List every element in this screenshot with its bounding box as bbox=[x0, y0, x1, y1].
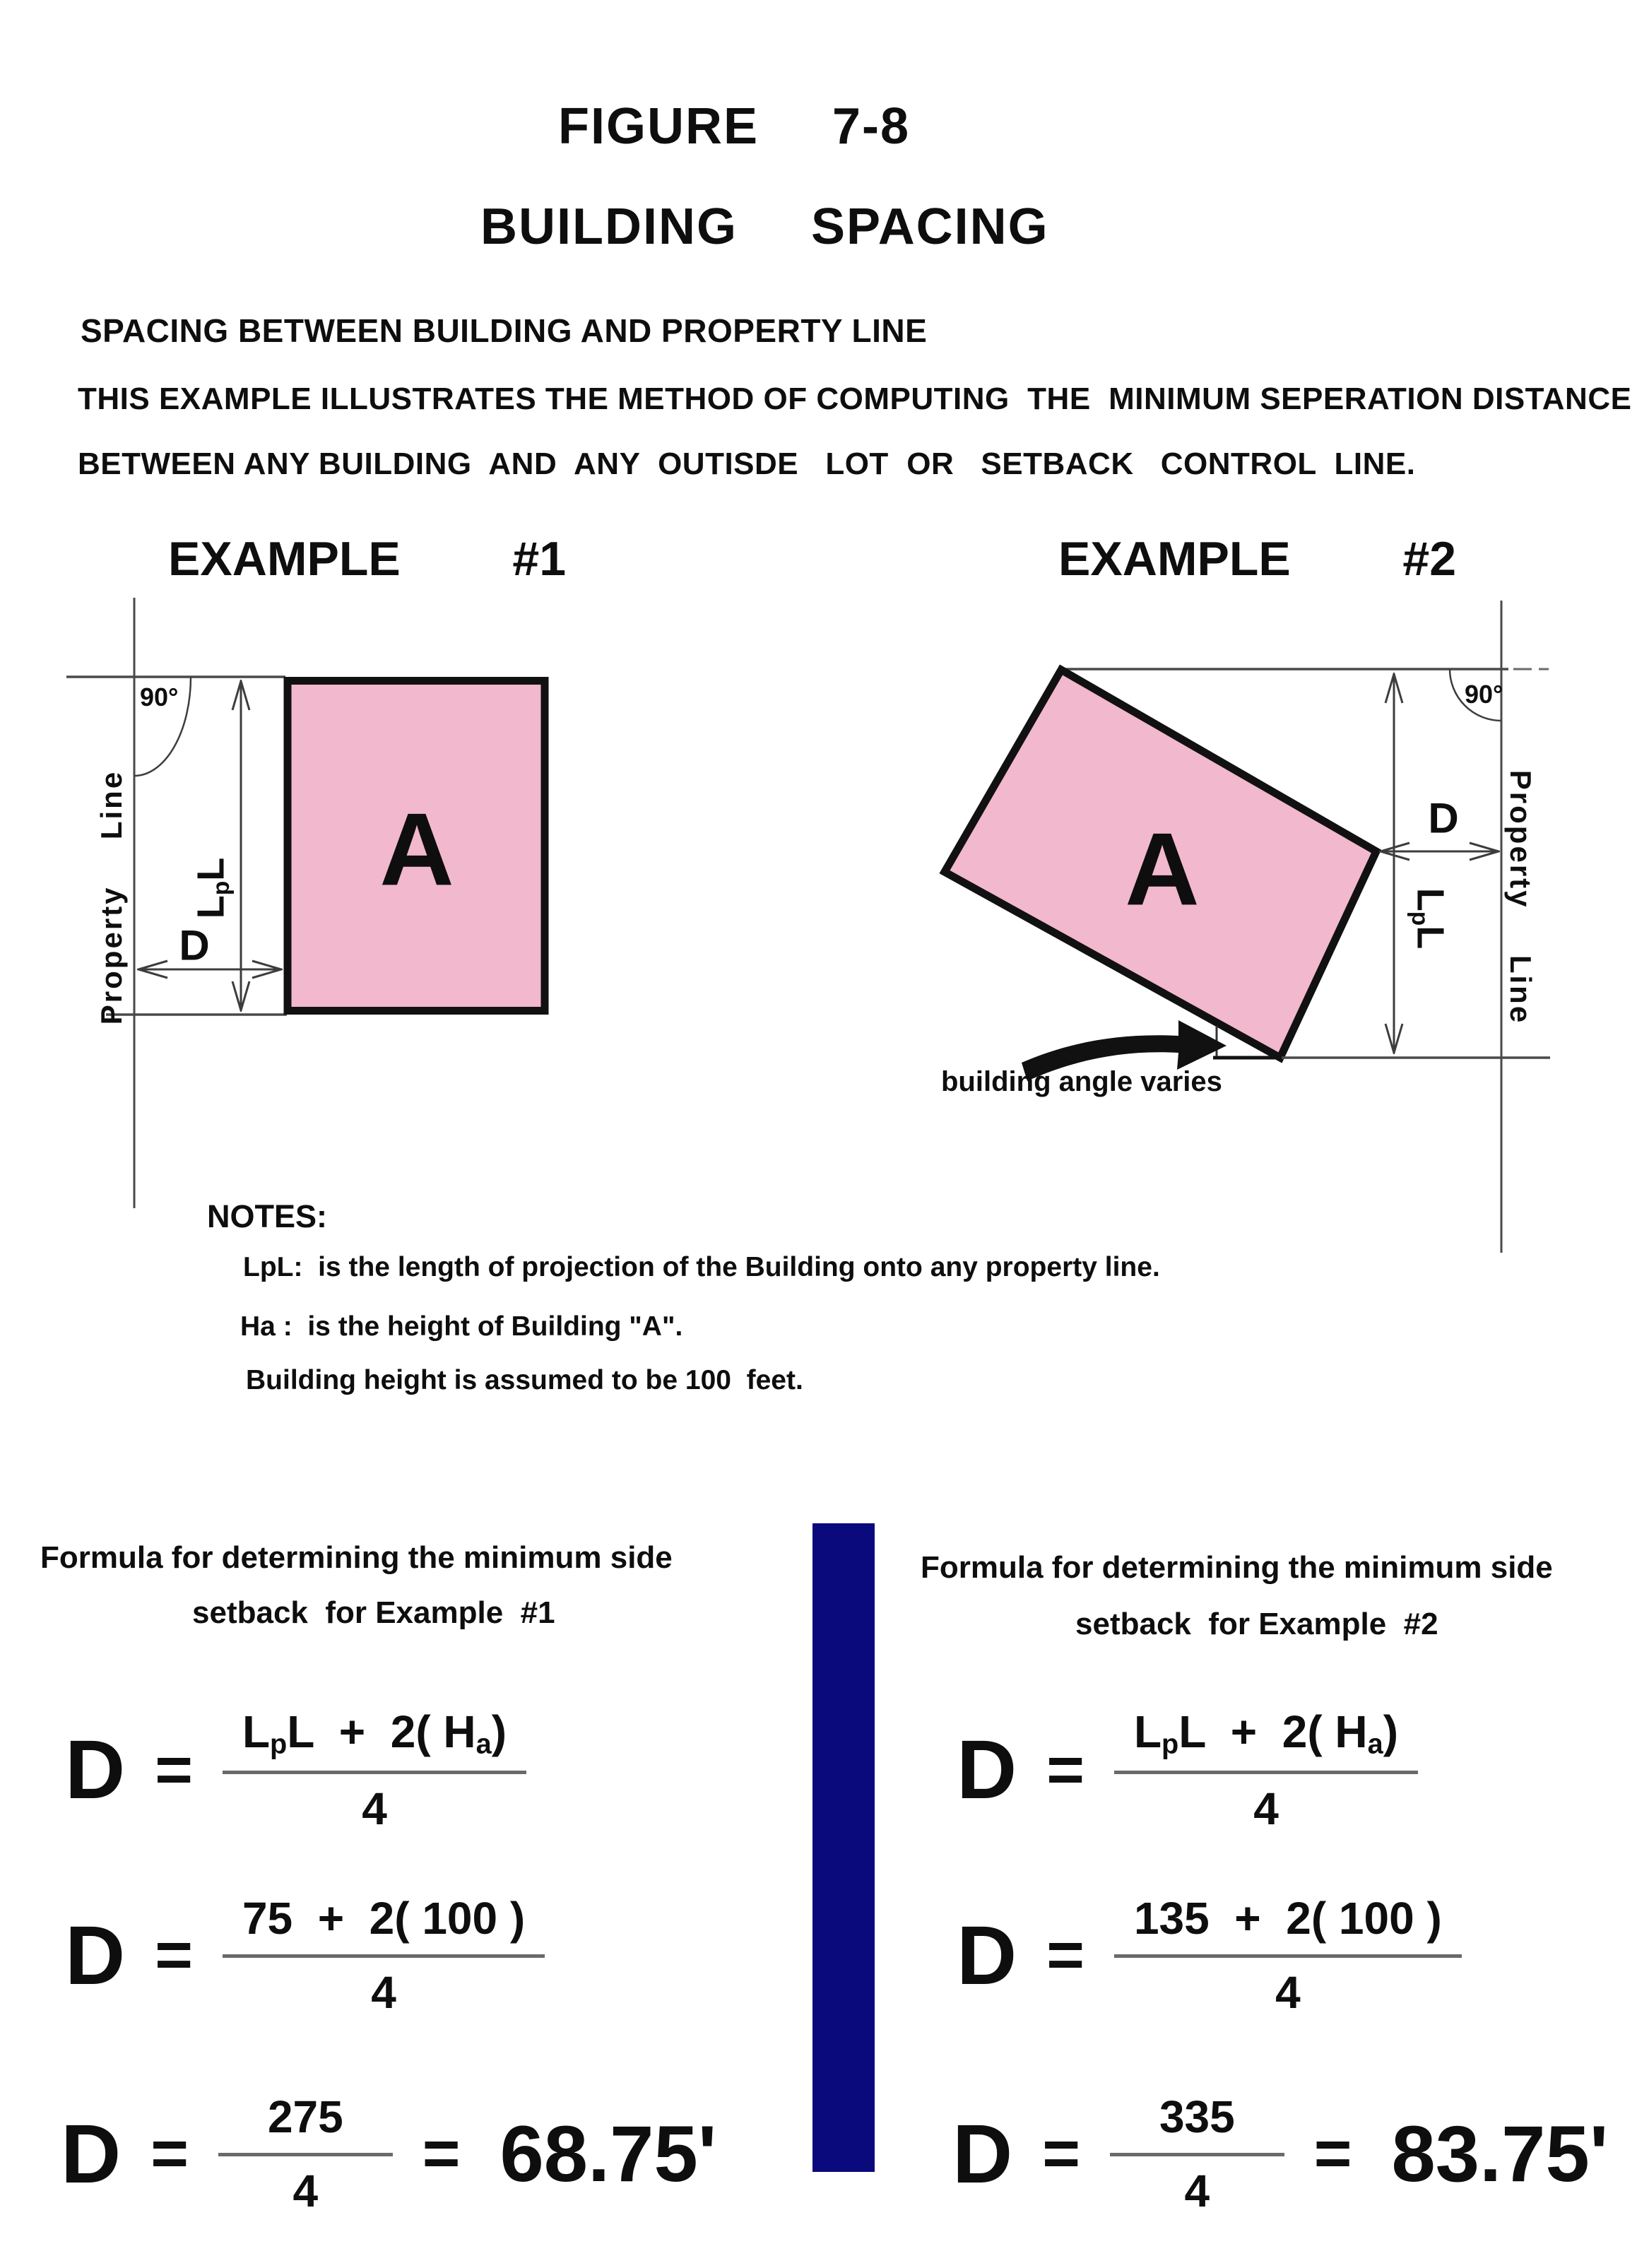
example1-lpl-label: $L_pL$ bbox=[189, 857, 235, 919]
formula-result: 68.75' bbox=[500, 2110, 717, 2198]
example2-angle-label: 90° bbox=[1465, 680, 1503, 709]
formula-lhs: D bbox=[65, 1908, 126, 2002]
fraction-numerator: $L_pL + 2$( $H_a$) bbox=[1114, 1706, 1418, 1774]
fraction-numerator: 75 + 2( 100 ) bbox=[223, 1892, 545, 1958]
description-line-2: BETWEEN ANY BUILDING AND ANY OUTISDE LOT OR SETBACK CONTROL LINE. bbox=[78, 447, 1416, 481]
formula-lhs: D bbox=[61, 2107, 122, 2201]
equals-sign: = bbox=[1042, 2118, 1080, 2190]
fraction bbox=[218, 2091, 393, 2217]
formula-lhs: D bbox=[952, 2107, 1013, 2201]
right-formula-header-line2: setback for Example #2 bbox=[1075, 1607, 1438, 1641]
note-item-ha: Ha : is the height of Building "A". bbox=[240, 1311, 683, 1342]
fraction-denominator: 4 bbox=[1275, 1967, 1301, 2018]
formula-lhs: D bbox=[957, 1723, 1017, 1817]
fraction-numerator: 275 bbox=[218, 2091, 393, 2156]
example1-heading: EXAMPLE #1 bbox=[168, 532, 567, 586]
fraction bbox=[1114, 1892, 1462, 2019]
column-divider-bar bbox=[812, 1523, 875, 2172]
equals-sign: = bbox=[155, 1919, 193, 1991]
right-formula-row-2 bbox=[957, 1892, 1462, 2019]
example2-heading: EXAMPLE #2 bbox=[1058, 532, 1457, 586]
formula-result: 83.75' bbox=[1391, 2110, 1609, 2198]
fraction bbox=[223, 1892, 545, 2019]
fraction-numerator: 135 + 2( 100 ) bbox=[1114, 1892, 1462, 1958]
example1-d-label: D bbox=[179, 921, 210, 969]
left-formula-header-line1: Formula for determining the minimum side bbox=[40, 1540, 673, 1575]
example2-lpl-label: $L_pL$ bbox=[1406, 887, 1452, 950]
fraction-denominator: 4 bbox=[292, 2166, 319, 2216]
equals-sign: = bbox=[1313, 2118, 1352, 2190]
example2-property-line-label: Property Line bbox=[1504, 769, 1538, 1025]
description-line-1: THIS EXAMPLE ILLUSTRATES THE METHOD OF COMPUTING THE MINIMUM SEPERATION DISTANCE bbox=[78, 382, 1632, 416]
figure-number-title: FIGURE 7-8 bbox=[558, 98, 911, 155]
example1-property-line-label: Property Line bbox=[94, 769, 128, 1025]
fraction-denominator: 4 bbox=[371, 1967, 396, 2018]
figure-name-title: BUILDING SPACING bbox=[480, 199, 1049, 255]
example2-d-label: D bbox=[1428, 794, 1459, 842]
right-formula-row-3 bbox=[952, 2091, 1608, 2217]
note-item-height: Building height is assumed to be 100 feet. bbox=[246, 1365, 803, 1395]
fraction bbox=[223, 1706, 526, 1835]
fraction bbox=[1110, 2091, 1284, 2217]
fraction-denominator: 4 bbox=[1253, 1783, 1279, 1834]
equals-sign: = bbox=[1046, 1733, 1084, 1806]
notes-heading: NOTES: bbox=[207, 1198, 328, 1234]
fraction-numerator: 335 bbox=[1110, 2091, 1284, 2156]
right-formula-row-1 bbox=[957, 1706, 1418, 1835]
example2-angle-varies-note: building angle varies bbox=[941, 1066, 1222, 1097]
equals-sign: = bbox=[150, 2118, 189, 2190]
fraction-denominator: 4 bbox=[1184, 2166, 1210, 2216]
example2-diagram bbox=[940, 593, 1649, 1357]
example2-building-label: A bbox=[1125, 811, 1200, 927]
formula-lhs: D bbox=[957, 1908, 1017, 2002]
equals-sign: = bbox=[155, 1733, 193, 1806]
left-formula-row-3 bbox=[61, 2091, 716, 2217]
example1-angle-label: 90° bbox=[140, 683, 179, 711]
fraction-numerator: $L_pL + 2$( $H_a$) bbox=[223, 1706, 526, 1774]
formula-lhs: D bbox=[65, 1723, 126, 1817]
note-item-lpl: LpL: is the length of projection of the Building onto any property line. bbox=[243, 1252, 1160, 1282]
left-formula-header-line2: setback for Example #1 bbox=[192, 1595, 555, 1630]
equals-sign: = bbox=[422, 2118, 461, 2190]
fraction-denominator: 4 bbox=[362, 1783, 387, 1834]
fraction bbox=[1114, 1706, 1418, 1835]
left-formula-row-1 bbox=[65, 1706, 526, 1835]
equals-sign: = bbox=[1046, 1919, 1084, 1991]
example1-building-label: A bbox=[379, 791, 454, 907]
section-title: SPACING BETWEEN BUILDING AND PROPERTY LINE bbox=[81, 312, 928, 349]
left-formula-row-2 bbox=[65, 1892, 545, 2019]
right-formula-header-line1: Formula for determining the minimum side bbox=[921, 1550, 1553, 1585]
